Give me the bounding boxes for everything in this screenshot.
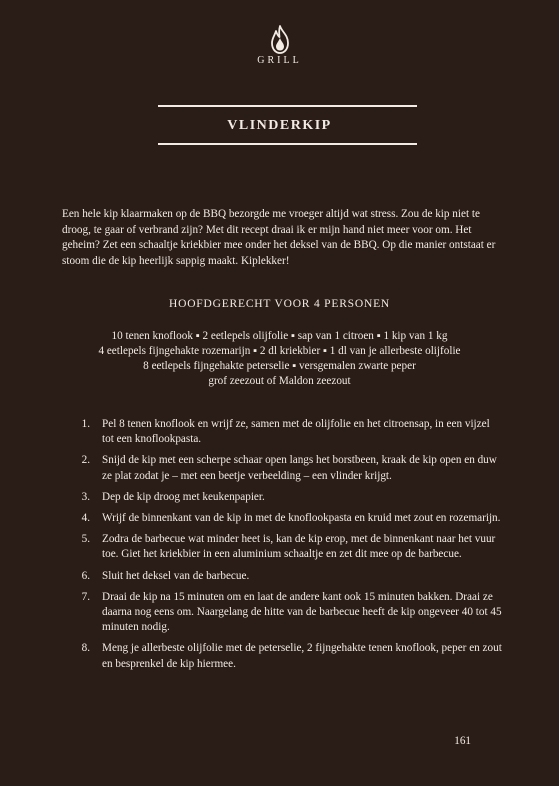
ingredient-line: 4 eetlepels fijngehakte rozemarijn ▪ 2 dl kriekbier ▪ 1 dl van je allerbeste olijfolie: [98, 345, 461, 357]
step-text: Sluit het deksel van de barbecue.: [102, 569, 250, 582]
step-number: 8.: [81, 642, 90, 655]
step-text: Draai de kip na 15 minuten om en laat de andere kant ook 15 minuten bakken. Draai ze daarna nog eens om. Naargelang de hitte van de barbecue heeft de kip ongeveer 40 tot 45 minuten nodig.: [102, 590, 502, 634]
step-number: 5.: [81, 533, 90, 546]
step-text: Snijd de kip met een scherpe schaar open langs het borstbeen, kraak de kip open en duw ze plat zodat je – met een beetje verbeelding – een vlinder krijgt.: [102, 454, 497, 482]
step-text: Dep de kip droog met keukenpapier.: [102, 490, 265, 503]
step-item: [60, 569, 502, 584]
ingredient-line: grof zeezout of Maldon zeezout: [208, 375, 351, 387]
page-number: 161: [454, 735, 471, 747]
step-text: Zodra de barbecue wat minder heet is, kan de kip erop, met de binnenkant naar het vuur toe. Giet het kriekbier in een aluminium schaaltje en zet dit mee op de barbecue.: [102, 533, 496, 561]
step-list: [60, 417, 502, 678]
step-number: 1.: [81, 418, 90, 430]
ingredient-line: 10 tenen knoflook ▪ 2 eetlepels olijfolie ▪ sap van 1 citroen ▪ 1 kip van 1 kg: [111, 330, 448, 342]
step-item: [60, 532, 502, 562]
step-item: [60, 511, 502, 526]
title-rule-bottom: [158, 143, 417, 145]
step-number: 7.: [81, 590, 90, 603]
servings-heading: HOOFDGERECHT VOOR 4 PERSONEN: [168, 298, 390, 310]
step-number: 6.: [81, 569, 90, 582]
ingredient-list: [0, 329, 559, 389]
step-text: Pel 8 tenen knoflook en wrijf ze, samen met de olijfolie en het citroensap, in een vijzel tot een knoflookpasta.: [102, 418, 490, 446]
step-text: Meng je allerbeste olijfolie met de peterselie, 2 fijngehakte tenen knoflook, peper en zout en besprenkel de kip hiermee.: [102, 642, 502, 670]
recipe-title: VLINDERKIP: [227, 118, 332, 133]
step-number: 2.: [81, 454, 90, 467]
step-item: [60, 417, 502, 447]
step-item: [60, 641, 502, 671]
step-number: 3.: [81, 490, 90, 503]
ingredient-line: 8 eetlepels fijngehakte peterselie ▪ versgemalen zwarte peper: [143, 360, 416, 372]
step-item: [60, 490, 502, 505]
step-number: 4.: [81, 512, 90, 525]
recipe-intro: Een hele kip klaarmaken op de BBQ bezorgde me vroeger altijd wat stress. Zou de kip niet te droog, te gaar of verbrand zijn? Met dit recept draai ik er mijn hand niet meer voor om. Het geheim? Zet een schaaltje kriekbier mee onder het deksel van de BBQ. Op die manier ontstaat er stoom die de kip heerlijk sappig maakt. Kiplekker!: [62, 208, 496, 267]
step-item: [60, 453, 502, 483]
step-item: [60, 590, 502, 636]
flame-icon: [269, 25, 291, 55]
step-text: Wrijf de binnenkant van de kip in met de knoflookpasta en kruid met zout en rozemarijn.: [102, 512, 501, 525]
category-label: GRILL: [257, 55, 302, 66]
title-rule-top: [158, 105, 417, 107]
